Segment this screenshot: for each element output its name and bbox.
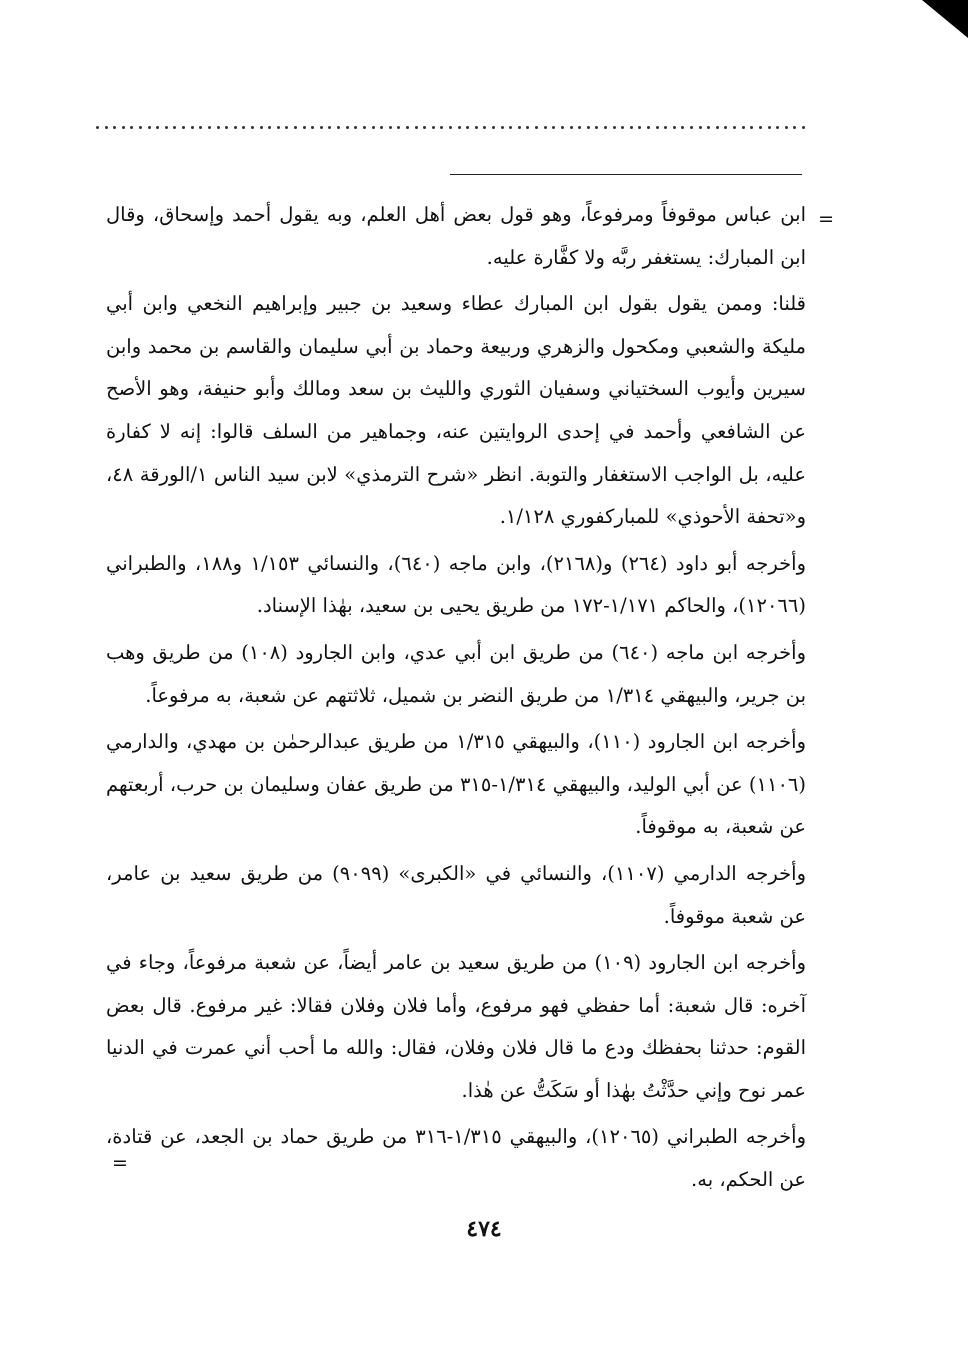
footnote-paragraph: وأخرجه ابن الجارود (١١٠)، والبيهقي ١/٣١٥ من طريق عبدالرحمٰن بن مهدي، والدارمي (١١٠٦) عن أبي الوليد، والبيهقي ١/٣١٤-٣١٥ من طريق عفان وسليمان بن حرب، أربعتهم عن شعبة، به موقوفاً.	[106, 730, 807, 839]
dotted-separator	[96, 126, 806, 134]
footnote-paragraph: وأخرجه أبو داود (٢٦٤) و(٢١٦٨)، وابن ماجه (٦٤٠)، والنسائي ١/١٥٣ و١٨٨، والطبراني (١٢٠٦٦)، والحاكم ١/١٧١-١٧٢ من طريق يحيى بن سعيد، بهٰذا الإسناد.	[106, 551, 806, 618]
continuation-mark-end: =	[112, 1152, 128, 1174]
footnote-paragraph: وأخرجه ابن الجارود (١٠٩) من طريق سعيد بن عامر أيضاً، عن شعبة مرفوعاً، وجاء في آخره: قال شعبة: أما حفظي فهو مرفوع، وأما فلان وفلان فقالا: غير مرفوع. قال بعض القوم: حدثنا بحفظك ودع ما قال فلان وفلان، فقال: والله ما أحب أني عمرت في الدنيا عمر نوح وإني حدَّثْتُ بهٰذا أو سَكَتُّ عن هٰذا.	[106, 951, 806, 1102]
page-corner-mark	[922, 0, 968, 38]
continuation-mark-start: =	[818, 208, 834, 230]
footnote-paragraph: وأخرجه ابن ماجه (٦٤٠) من طريق ابن أبي عدي، وابن الجارود (١٠٨) من طريق وهب بن جرير، والبيهقي ١/٣١٤ من طريق النضر بن شميل، ثلاثتهم عن شعبة، به مرفوعاً.	[106, 640, 806, 707]
footnotes-block	[106, 194, 806, 1202]
footnote-paragraph: وأخرجه الطبراني (١٢٠٦٥)، والبيهقي ١/٣١٥-٣١٦ من طريق حماد بن الجعد، عن قتادة، عن الحكم، به.	[106, 1125, 806, 1192]
footnote-paragraph: وأخرجه الدارمي (١١٠٧)، والنسائي في «الكبرى» (٩٠٩٩) من طريق سعيد بن عامر، عن شعبة موقوفاً.	[106, 861, 806, 928]
page-number: ٤٧٤	[466, 1216, 502, 1242]
footnote-rule	[450, 174, 802, 175]
footnote-paragraph: قلنا: وممن يقول بقول ابن المبارك عطاء وسعيد بن جبير وإبراهيم النخعي وابن أبي مليكة والشعبي ومكحول والزهري وربيعة وحماد بن أبي سليمان والقاسم بن محمد وابن سيرين وأيوب السختياني وسفيان الثوري والليث بن سعد ومالك وأبو حنيفة، وهو الأصح عن الشافعي وأحمد في إحدى الروايتين عنه، وجماهير من السلف قالوا: إنه لا كفارة عليه، بل الواجب الاستغفار والتوبة. انظر «شرح الترمذي» لابن سيد الناس ١/الورقة ٤٨، و«تحفة الأحوذي» للمباركفوري ١/١٢٨.	[106, 292, 806, 529]
footnote-paragraph: ابن عباس موقوفاً ومرفوعاً، وهو قول بعض أهل العلم، وبه يقول أحمد وإسحاق، وقال ابن المبارك: يستغفر ربَّه ولا كفَّارة عليه.	[106, 203, 806, 269]
